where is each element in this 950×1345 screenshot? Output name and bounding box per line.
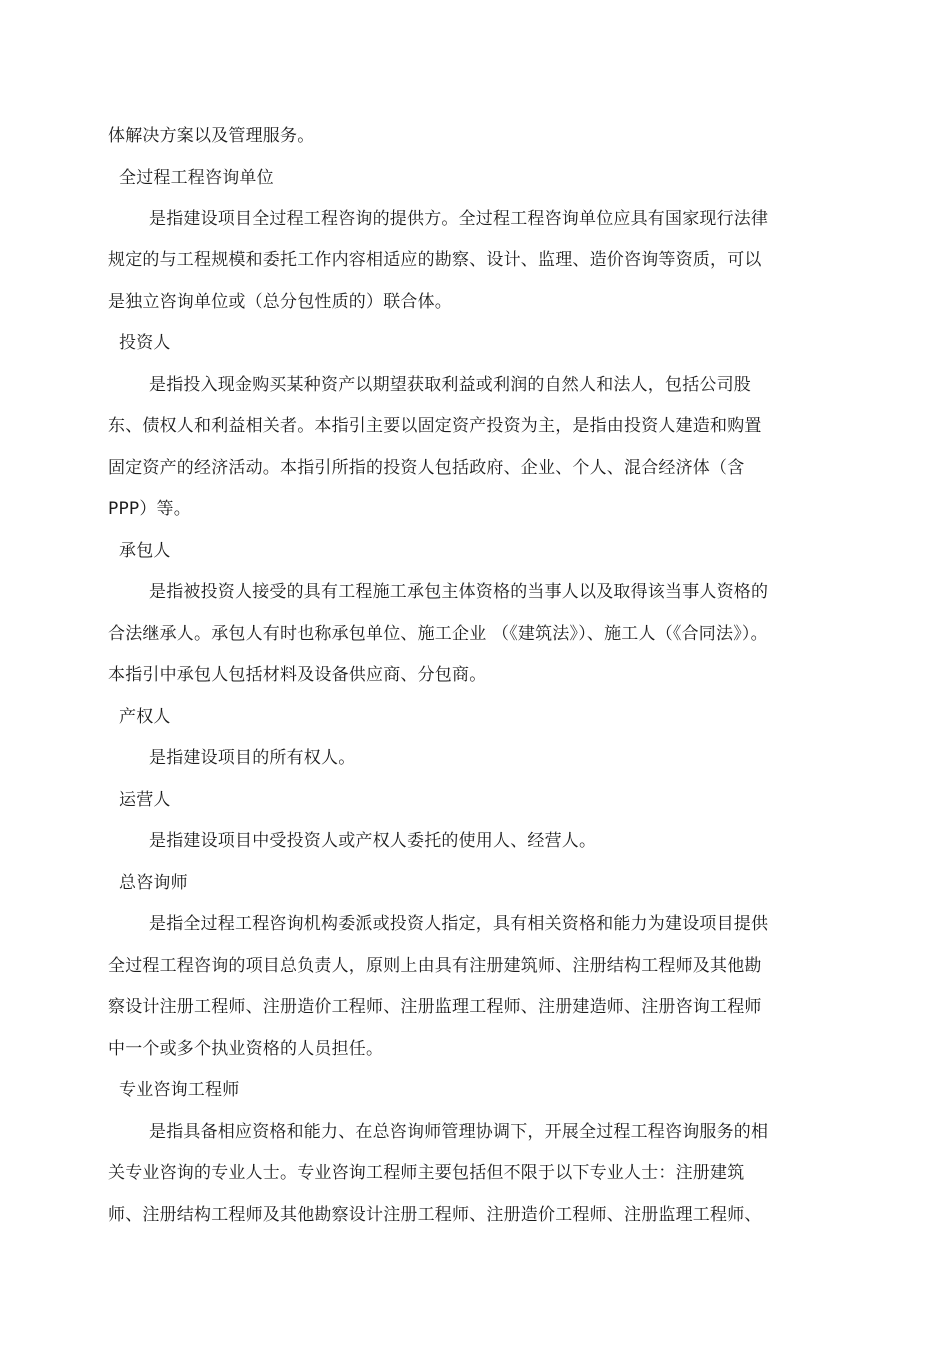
text-line: 全过程工程咨询的项目总负责人，原则上由具有注册建筑师、注册结构工程师及其他勘 [108, 956, 762, 976]
text-line: 体解决方案以及管理服务。 [108, 126, 315, 146]
paragraph-line: 是指投入现金购买某种资产以期望获取利益或利润的自然人和法人，包括公司股 [149, 375, 751, 395]
text-line: PPP）等。 [108, 499, 191, 519]
text-line: 合法继承人。承包人有时也称承包单位、施工企业 （《建筑法》）、施工人（《合同法》）。 [108, 624, 768, 644]
paragraph-line: 是指建设项目中受投资人或产权人委托的使用人、经营人。 [149, 831, 597, 851]
text-line: 中一个或多个执业资格的人员担任。 [108, 1039, 384, 1059]
text-line: 本指引中承包人包括材料及设备供应商、分包商。 [108, 665, 487, 685]
text-line: 东、债权人和利益相关者。本指引主要以固定资产投资为主，是指由投资人建造和购置 [108, 416, 762, 436]
section-heading: 全过程工程咨询单位 [119, 168, 274, 188]
text-line: 规定的与工程规模和委托工作内容相适应的勘察、设计、监理、造价咨询等资质，可以 [108, 250, 762, 270]
text-line: 是独立咨询单位或（总分包性质的）联合体。 [108, 292, 452, 312]
section-heading: 运营人 [119, 790, 171, 810]
section-heading: 总咨询师 [119, 873, 188, 893]
text-line: 察设计注册工程师、注册造价工程师、注册监理工程师、注册建造师、注册咨询工程师 [108, 997, 762, 1017]
section-heading: 产权人 [119, 707, 171, 727]
paragraph-line: 是指全过程工程咨询机构委派或投资人指定，具有相关资格和能力为建设项目提供 [149, 914, 769, 934]
section-heading: 承包人 [119, 541, 171, 561]
paragraph-line: 是指具备相应资格和能力、在总咨询师管理协调下，开展全过程工程咨询服务的相 [149, 1122, 769, 1142]
text-line: 关专业咨询的专业人士。专业咨询工程师主要包括但不限于以下专业人士：注册建筑 [108, 1163, 745, 1183]
text-line: 固定资产的经济活动。本指引所指的投资人包括政府、企业、个人、混合经济体（含 [108, 458, 745, 478]
section-heading: 专业咨询工程师 [119, 1080, 240, 1100]
section-heading: 投资人 [119, 333, 171, 353]
paragraph-line: 是指建设项目的所有权人。 [149, 748, 356, 768]
text-line: 师、注册结构工程师及其他勘察设计注册工程师、注册造价工程师、注册监理工程师、 [108, 1205, 762, 1225]
paragraph-line: 是指被投资人接受的具有工程施工承包主体资格的当事人以及取得该当事人资格的 [149, 582, 769, 602]
paragraph-line: 是指建设项目全过程工程咨询的提供方。全过程工程咨询单位应具有国家现行法律 [149, 209, 769, 229]
